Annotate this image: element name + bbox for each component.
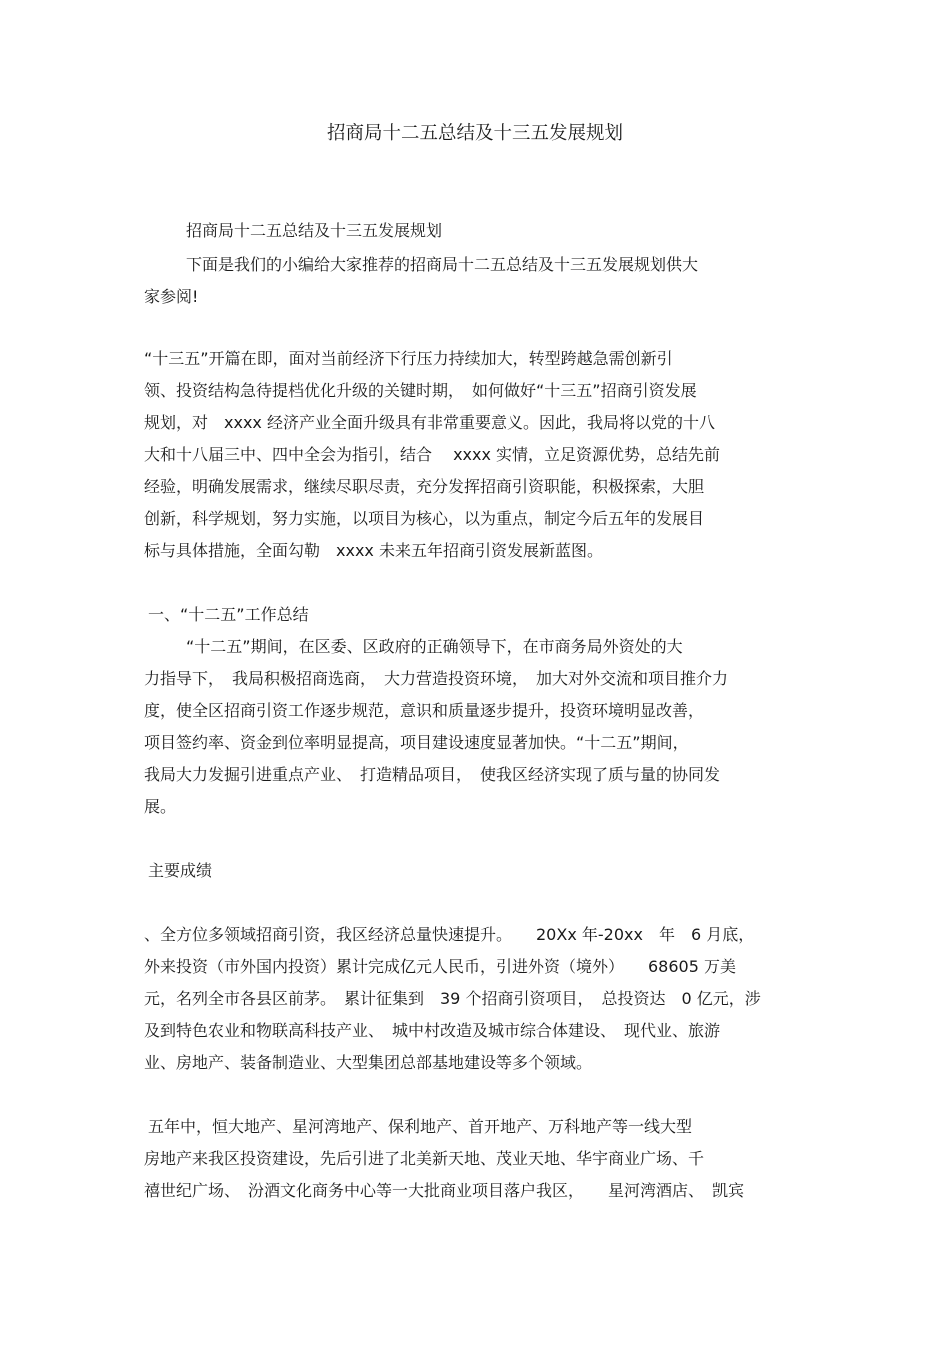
intro-line: 家参阅! bbox=[144, 287, 199, 306]
paragraph-line: 创新，科学规划，努力实施，以项目为核心，以为重点，制定今后五年的发展目 bbox=[144, 509, 705, 528]
paragraph-line: 规划，对 xxxx 经济产业全面升级具有非常重要意义。因此，我局将以党的十八 bbox=[144, 413, 715, 432]
paragraph-line: 房地产来我区投资建设，先后引进了北美新天地、茂业天地、华宇商业广场、千 bbox=[144, 1149, 705, 1168]
paragraph-line: 业、房地产、装备制造业、大型集团总部基地建设等多个领域。 bbox=[144, 1053, 593, 1072]
paragraph-line: 、全方位多领域招商引资，我区经济总量快速提升。 20Xx 年-20xx 年 6 月底， bbox=[144, 925, 755, 944]
paragraph-line: 元，名列全市各县区前茅。 累计征集到 39 个招商引资项目， 总投资达 0 亿元，涉 bbox=[144, 989, 761, 1008]
paragraph-line: “十三五”开篇在即，面对当前经济下行压力持续加大，转型跨越急需创新引 bbox=[144, 349, 673, 368]
paragraph-line: 力指导下， 我局积极招商选商， 大力营造投资环境， 加大对外交流和项目推介力 bbox=[144, 669, 729, 688]
paragraph-line: 外来投资（市外国内投资）累计完成亿元人民币，引进外资（境外） 68605 万美 bbox=[144, 957, 736, 976]
paragraph-line: 五年中，恒大地产、星河湾地产、保利地产、首开地产、万科地产等一线大型 bbox=[148, 1117, 693, 1136]
paragraph-line: 度，使全区招商引资工作逐步规范，意识和质量逐步提升，投资环境明显改善， bbox=[144, 701, 705, 720]
paragraph-line: 标与具体措施，全面勾勒 xxxx 未来五年招商引资发展新蓝图。 bbox=[144, 541, 603, 560]
paragraph-line: 经验，明确发展需求，继续尽职尽责，充分发挥招商引资职能，积极探索，大胆 bbox=[144, 477, 705, 496]
paragraph-line: 禧世纪广场、 汾酒文化商务中心等一大批商业项目落户我区， 星河湾酒店、 凯宾 bbox=[144, 1181, 745, 1200]
document-title: 招商局十二五总结及十三五发展规划 bbox=[326, 123, 623, 144]
paragraph-line: 我局大力发掘引进重点产业、 打造精品项目， 使我区经济实现了质与量的协同发 bbox=[144, 765, 721, 784]
paragraph-line: 大和十八届三中、四中全会为指引，结合 xxxx 实情，立足资源优势，总结先前 bbox=[144, 445, 721, 464]
paragraph-line: 及到特色农业和物联高科技产业、 城中村改造及城市综合体建设、 现代业、旅游 bbox=[144, 1021, 721, 1040]
sub-heading: 主要成绩 bbox=[148, 861, 213, 880]
intro-subtitle: 招商局十二五总结及十三五发展规划 bbox=[186, 221, 443, 240]
paragraph-line: 领、投资结构急待提档优化升级的关键时期， 如何做好“十三五”招商引资发展 bbox=[144, 381, 697, 400]
paragraph-line: 展。 bbox=[144, 797, 177, 816]
paragraph-line: “十二五”期间，在区委、区政府的正确领导下，在市商务局外资处的大 bbox=[186, 637, 683, 656]
paragraph-line: 项目签约率、资金到位率明显提高，项目建设速度显著加快。“十二五”期间， bbox=[144, 733, 689, 752]
intro-line: 下面是我们的小编给大家推荐的招商局十二五总结及十三五发展规划供大 bbox=[186, 255, 699, 274]
section-heading: 一、“十二五”工作总结 bbox=[148, 605, 309, 624]
